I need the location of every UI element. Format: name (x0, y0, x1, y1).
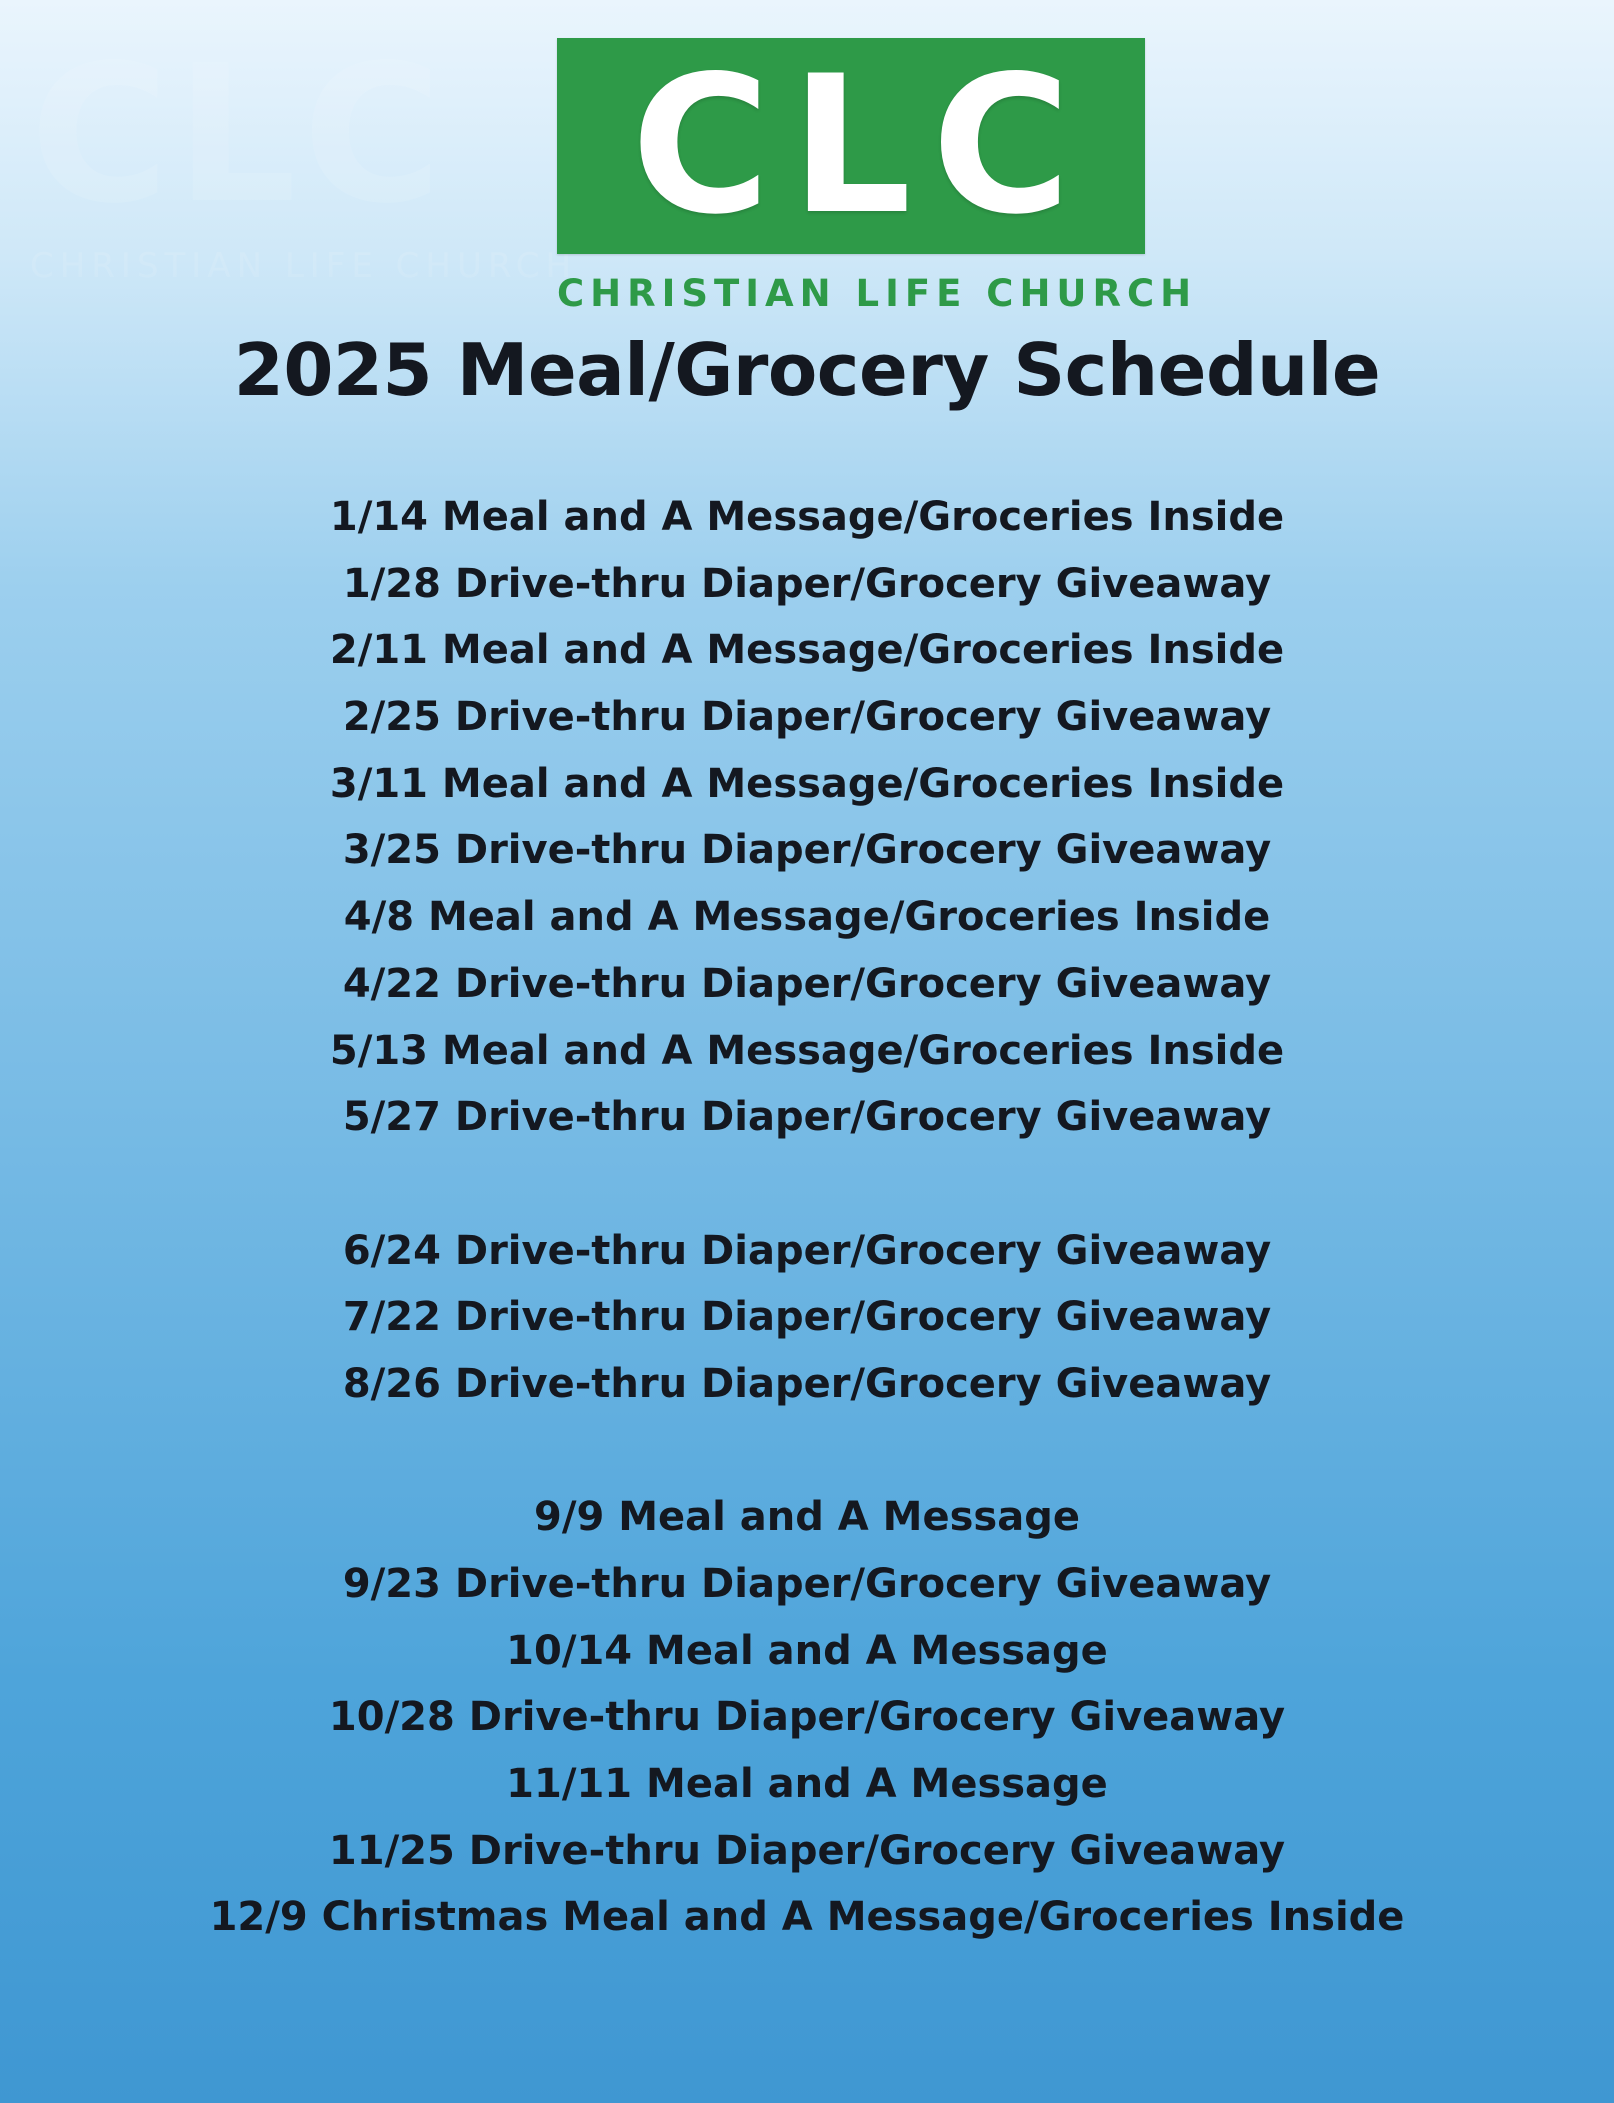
schedule-item: 3/11 Meal and A Message/Groceries Inside (329, 760, 1285, 807)
schedule-item: 11/11 Meal and A Message (506, 1761, 1108, 1808)
schedule-spacer (0, 1151, 1614, 1218)
schedule-item: 10/14 Meal and A Message (506, 1627, 1108, 1674)
schedule-item: 4/22 Drive-thru Diaper/Grocery Giveaway (342, 960, 1272, 1007)
schedule-spacer (0, 1418, 1614, 1485)
church-name: CHRISTIAN LIFE CHURCH (557, 272, 1198, 315)
watermark-letters: CLC (30, 24, 448, 245)
schedule-list (0, 484, 1614, 1951)
schedule-item: 9/9 Meal and A Message (534, 1494, 1080, 1541)
schedule-item: 12/9 Christmas Meal and A Message/Groceries Inside (209, 1894, 1405, 1941)
schedule-item: 5/13 Meal and A Message/Groceries Inside (329, 1027, 1285, 1074)
schedule-item: 1/14 Meal and A Message/Groceries Inside (329, 494, 1285, 540)
schedule-item: 5/27 Drive-thru Diaper/Grocery Giveaway (342, 1094, 1272, 1141)
background-watermark-logo (30, 24, 578, 286)
logo-letters: CLC (631, 35, 1091, 256)
page-title: 2025 Meal/Grocery Schedule (233, 328, 1381, 412)
schedule-item: 10/28 Drive-thru Diaper/Grocery Giveaway (328, 1694, 1286, 1741)
schedule-item: 3/25 Drive-thru Diaper/Grocery Giveaway (342, 827, 1272, 874)
schedule-item: 2/25 Drive-thru Diaper/Grocery Giveaway (342, 694, 1272, 741)
watermark-church-name: CHRISTIAN LIFE CHURCH (30, 246, 578, 286)
schedule-item: 8/26 Drive-thru Diaper/Grocery Giveaway (342, 1360, 1272, 1407)
schedule-item: 11/25 Drive-thru Diaper/Grocery Giveaway (328, 1827, 1286, 1874)
clc-logo (557, 35, 1145, 256)
schedule-item: 4/8 Meal and A Message/Groceries Inside (343, 894, 1271, 941)
schedule-item: 2/11 Meal and A Message/Groceries Inside (329, 627, 1285, 674)
schedule-item: 1/28 Drive-thru Diaper/Grocery Giveaway (342, 560, 1272, 607)
schedule-item: 7/22 Drive-thru Diaper/Grocery Giveaway (342, 1294, 1272, 1341)
schedule-item: 6/24 Drive-thru Diaper/Grocery Giveaway (342, 1227, 1272, 1274)
schedule-item: 9/23 Drive-thru Diaper/Grocery Giveaway (342, 1561, 1272, 1607)
